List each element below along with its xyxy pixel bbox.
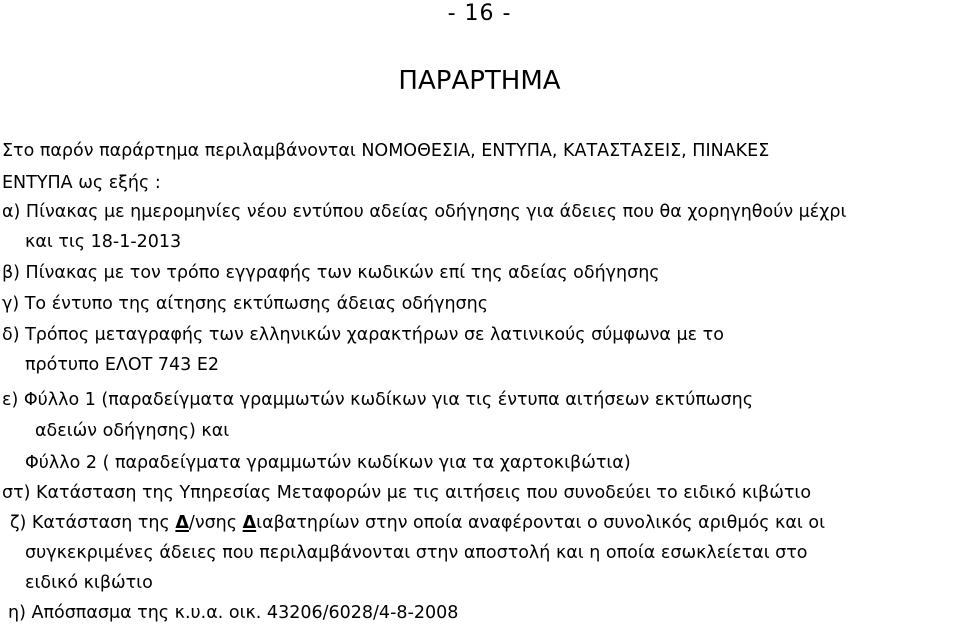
item-z-rest: ιαβατηρίων στην οποία αναφέρονται ο συνολικός αριθμός και οι [256, 513, 826, 533]
item-a-line-2: και τις 18-1-2013 [25, 232, 182, 252]
item-st: στ) Κατάσταση της Υπηρεσίας Μεταφορών με τις αιτήσεις που συνοδεύει το ειδικό κιβώτιο [2, 483, 812, 503]
item-z-line-3: ειδικό κιβώτιο [25, 573, 153, 593]
item-z-middle: /νσης [188, 513, 243, 533]
item-z-line-2: συγκεκριμένες άδειες που περιλαμβάνονται στην αποστολή και η οποία εσωκλείεται στο [25, 543, 808, 563]
intro-line-2: ΕΝΤΥΠΑ ως εξής : [2, 173, 161, 193]
item-h: η) Απόσπασμα της κ.υ.α. οικ. 43206/6028/4-8-2008 [8, 603, 459, 623]
item-z-delta-1: Δ [175, 513, 189, 533]
item-b: β) Πίνακας με τον τρόπο εγγραφής των κωδικών επί της αδείας οδήγησης [2, 263, 660, 283]
item-c: γ) Το έντυπο της αίτησης εκτύπωσης άδειας οδήγησης [2, 294, 489, 314]
item-d-line-1: δ) Τρόπος μεταγραφής των ελληνικών χαρακτήρων σε λατινικούς σύμφωνα με το [2, 325, 724, 345]
item-e-line-1: ε) Φύλλο 1 (παραδείγματα γραμμωτών κωδίκων για τις έντυπα αιτήσεων εκτύπωσης [2, 390, 753, 410]
item-a-line-1: α) Πίνακας με ημερομηνίες νέου εντύπου αδείας οδήγησης για άδειες που θα χορηγηθούν μέχρι [2, 202, 847, 222]
page-title: ΠΑΡΑΡΤΗΜΑ [398, 66, 561, 96]
item-d-line-2: πρότυπο ΕΛΟΤ 743 Ε2 [25, 355, 220, 375]
item-z-delta-2: Δ [242, 513, 257, 533]
intro-line-1: Στο παρόν παράρτημα περιλαμβάνονται ΝΟΜΟΘΕΣΙΑ, ΕΝΤΥΠΑ, ΚΑΤΑΣΤΑΣΕΙΣ, ΠΙΝΑΚΕΣ [2, 141, 770, 161]
item-z-line-1 [10, 511, 825, 535]
item-z-prefix: ζ) Κατάσταση της [10, 513, 176, 533]
item-e-line-2: αδειών οδήγησης) και [35, 421, 230, 441]
page-number: - 16 - [447, 1, 512, 26]
item-e-line-3: Φύλλο 2 ( παραδείγματα γραμμωτών κωδίκων για τα χαρτοκιβώτια) [25, 453, 631, 473]
